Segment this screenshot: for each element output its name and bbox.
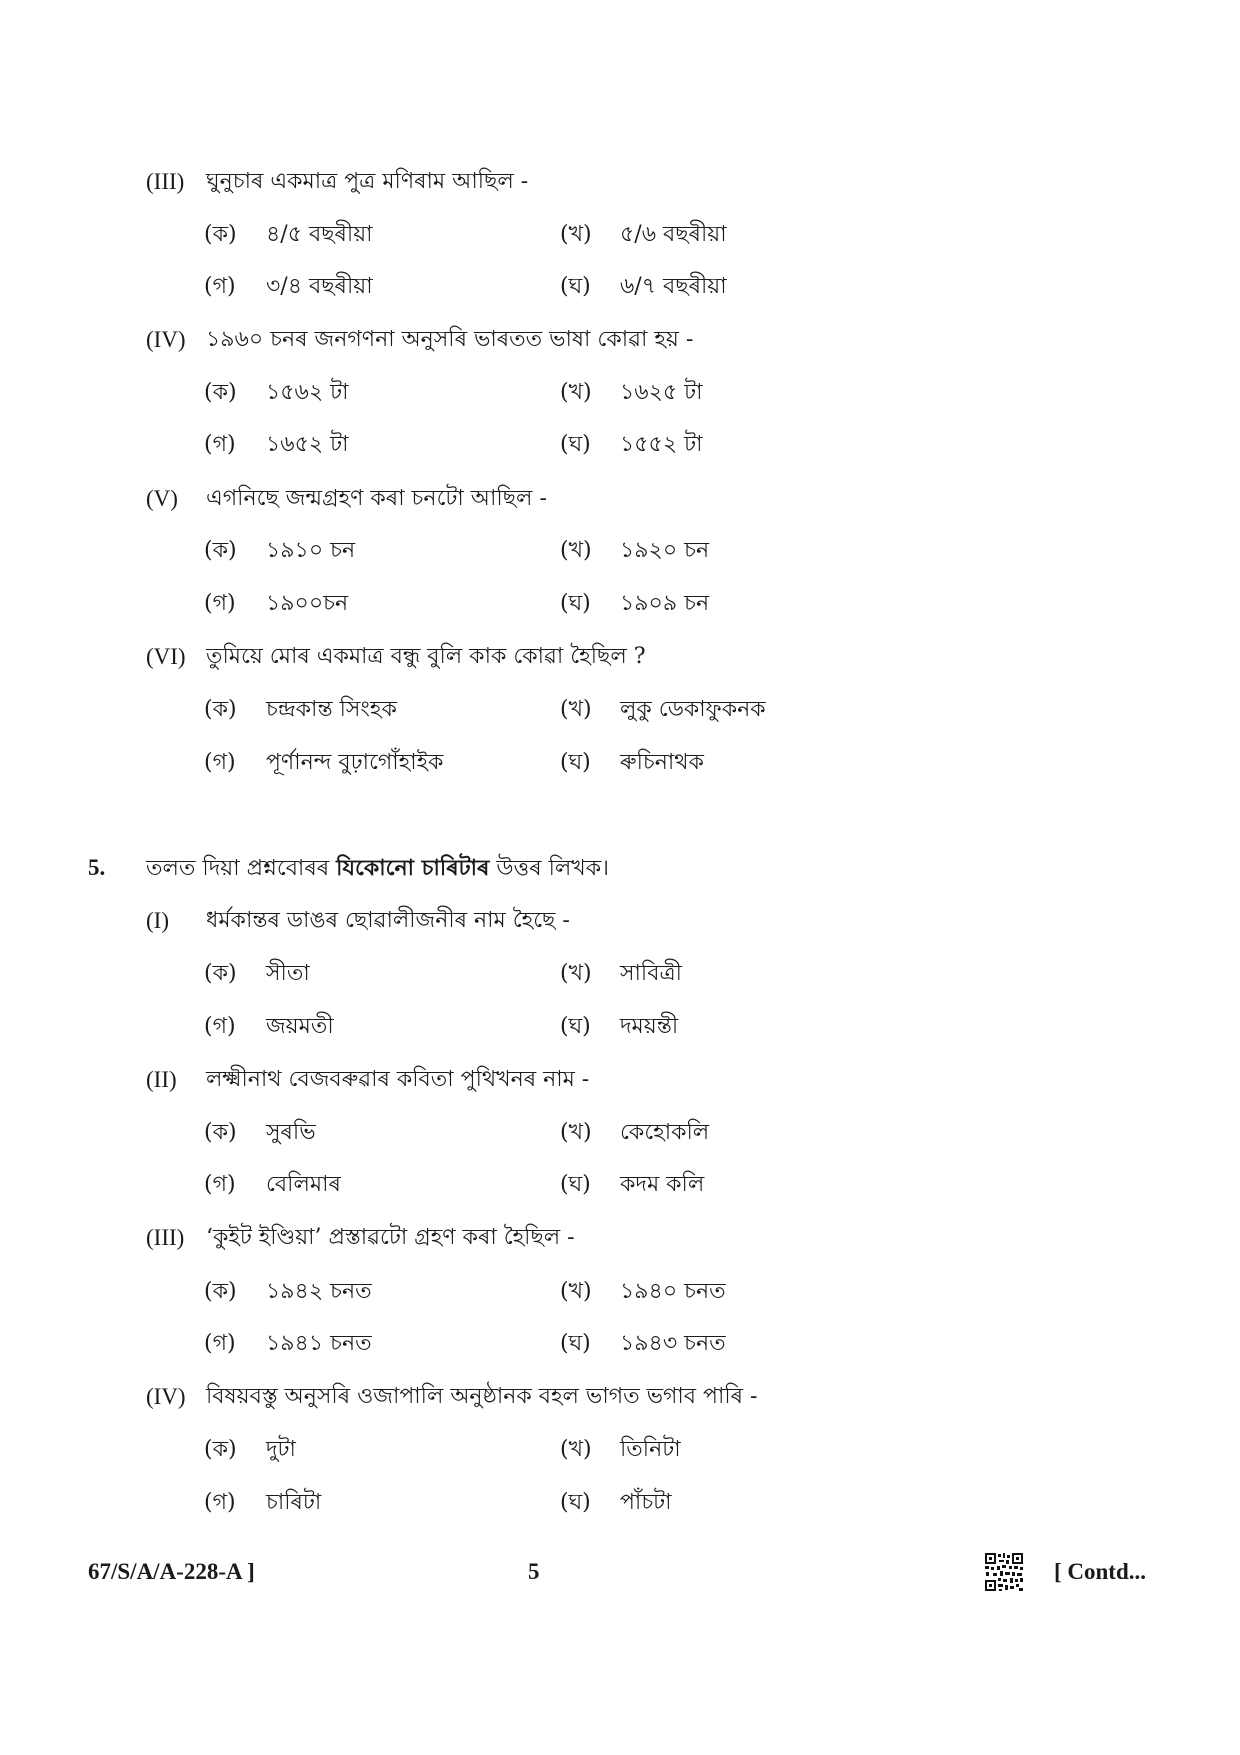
option-text: ৩/৪ বছৰীয়া xyxy=(266,274,373,299)
option-mark: (ক) xyxy=(204,1120,237,1145)
option-mark: (ঘ) xyxy=(560,1490,591,1515)
option-mark: (ক) xyxy=(204,961,237,986)
qr-code-icon xyxy=(984,1552,1024,1592)
option-text: পাঁচটা xyxy=(620,1490,672,1515)
option-mark: (ক) xyxy=(204,1279,237,1304)
option-mark: (ক) xyxy=(204,380,237,405)
question-text: ধৰ্মকান্তৰ ডাঙৰ ছোৱালীজনীৰ নাম হৈছে - xyxy=(206,908,570,933)
question-text: এগনিছে জন্মগ্ৰহণ কৰা চনটো আছিল - xyxy=(206,486,547,511)
option-mark: (খ) xyxy=(560,222,592,247)
option-mark: (গ) xyxy=(204,1172,236,1197)
question-number: (IV) xyxy=(146,327,186,352)
option-text: ৪/৫ বছৰীয়া xyxy=(266,222,373,247)
option-text: ১৬৫২ টা xyxy=(266,432,349,457)
paper-code: 67/S/A/A-228-A ] xyxy=(88,1559,255,1584)
question-number: (IV) xyxy=(146,1384,186,1409)
option-text: সীতা xyxy=(266,961,310,986)
option-mark: (খ) xyxy=(560,380,592,405)
option-text: ১৯০৯ চন xyxy=(620,591,710,616)
option-text: ১৫৬২ টা xyxy=(266,380,349,405)
option-text: ১৫৫২ টা xyxy=(620,432,703,457)
option-text: ১৯১০ চন xyxy=(266,538,356,563)
option-mark: (ঘ) xyxy=(560,432,591,457)
option-mark: (গ) xyxy=(204,750,236,775)
option-text: ১৯২০ চন xyxy=(620,538,710,563)
option-text: ১৯৪২ চনত xyxy=(266,1279,372,1304)
question-text: তুমিয়ে মোৰ একমাত্ৰ বন্ধু বুলি কাক কোৱা হৈছিল ? xyxy=(206,644,646,669)
question-number: (II) xyxy=(146,1067,177,1092)
option-mark: (ঘ) xyxy=(560,1331,591,1356)
option-text: কেহোকলি xyxy=(620,1120,710,1145)
question-number: (VI) xyxy=(146,644,186,669)
option-mark: (ক) xyxy=(204,1437,237,1462)
option-mark: (খ) xyxy=(560,1279,592,1304)
option-text: ১৯৪০ চনত xyxy=(620,1279,726,1304)
option-text: সুৰভি xyxy=(266,1120,316,1145)
option-text: পূৰ্ণানন্দ বুঢ়াগোঁহাইক xyxy=(266,750,444,775)
option-text: ৫/৬ বছৰীয়া xyxy=(620,222,727,247)
option-mark: (গ) xyxy=(204,274,236,299)
option-mark: (গ) xyxy=(204,1014,236,1039)
option-mark: (ক) xyxy=(204,222,237,247)
question-text: ‘কুইট ইণ্ডিয়া’ প্ৰস্তাৱটো গ্ৰহণ কৰা হৈছিল - xyxy=(206,1225,575,1250)
option-mark: (খ) xyxy=(560,697,592,722)
option-text: কদম কলি xyxy=(620,1172,705,1197)
question-number: (III) xyxy=(146,1225,185,1250)
option-mark: (ক) xyxy=(204,538,237,563)
option-mark: (খ) xyxy=(560,538,592,563)
section-instruction xyxy=(146,853,609,884)
option-text: সাবিত্ৰী xyxy=(620,961,682,986)
option-text: ১৬২৫ টা xyxy=(620,380,703,405)
option-mark: (গ) xyxy=(204,591,236,616)
option-mark: (ঘ) xyxy=(560,274,591,299)
option-text: জয়মতী xyxy=(266,1014,334,1039)
option-text: লুকু ডেকাফুকনক xyxy=(620,697,766,722)
option-text: চন্দ্ৰকান্ত সিংহক xyxy=(266,697,397,722)
option-mark: (ঘ) xyxy=(560,750,591,775)
option-text: ৬/৭ বছৰীয়া xyxy=(620,274,727,299)
option-mark: (গ) xyxy=(204,1331,236,1356)
option-text: বেলিমাৰ xyxy=(266,1172,341,1197)
section-number: 5. xyxy=(88,855,106,880)
option-text: তিনিটা xyxy=(620,1437,681,1462)
question-text: ১৯৬০ চনৰ জনগণনা অনুসৰি ভাৰতত ভাষা কোৱা হয় - xyxy=(206,327,694,352)
option-text: দুটা xyxy=(266,1437,296,1462)
option-text: দময়ন্তী xyxy=(620,1014,679,1039)
option-mark: (খ) xyxy=(560,961,592,986)
instruction-text: তলত দিয়া প্ৰশ্নবোৰৰ xyxy=(146,856,337,881)
instruction-emphasis: যিকোনো চাৰিটাৰ xyxy=(336,855,490,881)
option-mark: (গ) xyxy=(204,1490,236,1515)
question-number: (I) xyxy=(146,908,169,933)
question-text: বিষয়বস্তু অনুসৰি ওজাপালি অনুষ্ঠানক বহল ভাগত ভগাব পাৰি - xyxy=(206,1384,758,1409)
option-mark: (ঘ) xyxy=(560,1172,591,1197)
instruction-text: উত্তৰ লিখক। xyxy=(489,856,610,881)
question-number: (III) xyxy=(146,169,185,194)
continued-label: [ Contd... xyxy=(1054,1559,1147,1584)
option-text: চাৰিটা xyxy=(266,1490,322,1515)
option-mark: (ঘ) xyxy=(560,591,591,616)
option-text: ১৯৪৩ চনত xyxy=(620,1331,726,1356)
option-mark: (গ) xyxy=(204,432,236,457)
option-text: ৰুচিনাথক xyxy=(620,750,704,775)
option-mark: (ক) xyxy=(204,697,237,722)
option-text: ১৯৪১ চনত xyxy=(266,1331,372,1356)
question-number: (V) xyxy=(146,486,178,511)
option-mark: (ঘ) xyxy=(560,1014,591,1039)
page-number: 5 xyxy=(528,1559,540,1584)
option-mark: (খ) xyxy=(560,1437,592,1462)
question-text: লক্ষ্মীনাথ বেজবৰুৱাৰ কবিতা পুথিখনৰ নাম - xyxy=(206,1067,590,1092)
option-text: ১৯০০চন xyxy=(266,591,349,616)
option-mark: (খ) xyxy=(560,1120,592,1145)
question-text: ঘুনুচাৰ একমাত্ৰ পুত্ৰ মণিৰাম আছিল - xyxy=(206,169,529,194)
